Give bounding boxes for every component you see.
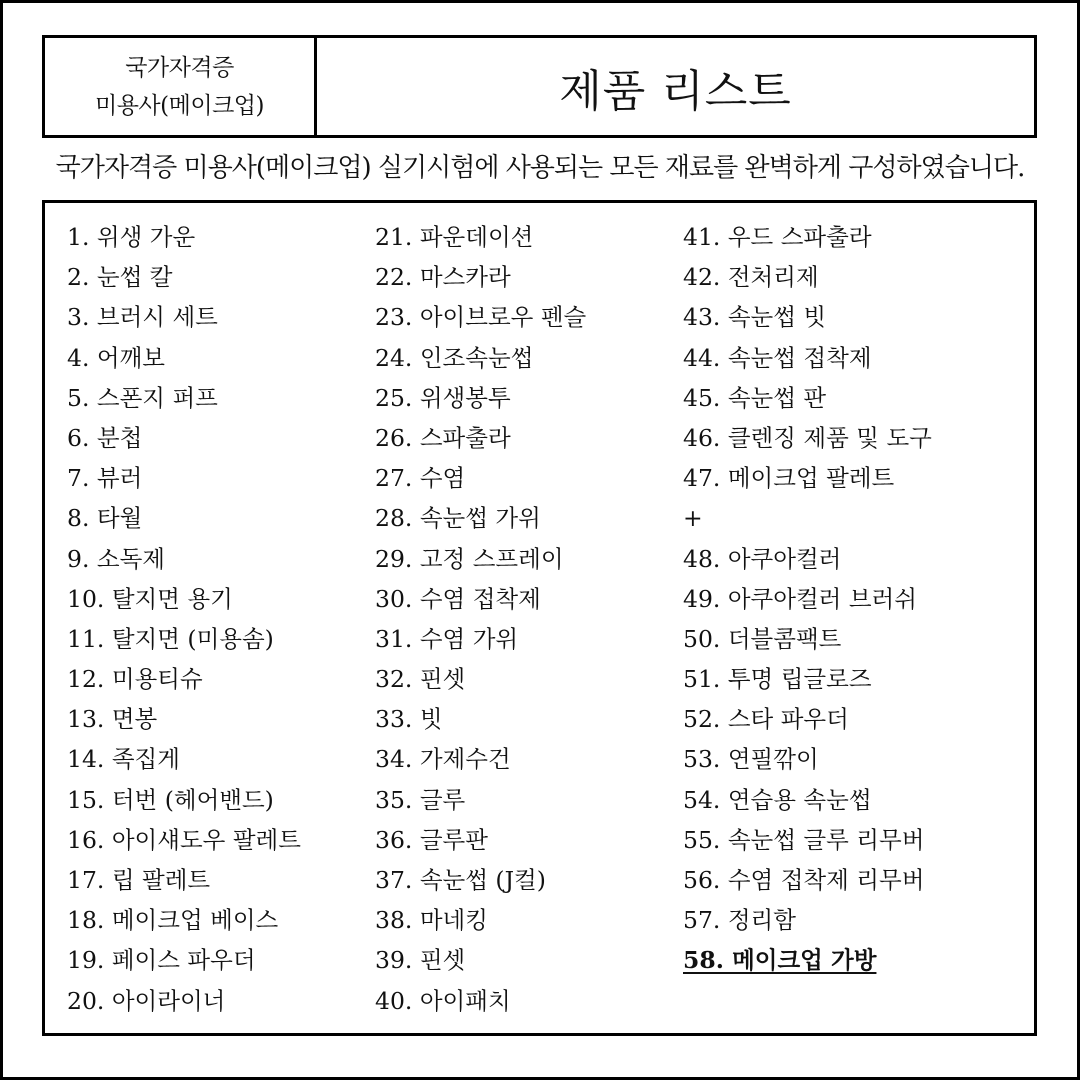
list-item: 20. 아이라이너 — [67, 986, 226, 1015]
product-list — [42, 200, 1037, 1036]
list-item: 31. 수염 가위 — [375, 624, 519, 653]
list-item: 4. 어깨보 — [67, 343, 165, 372]
list-item: 54. 연습용 속눈썹 — [683, 785, 872, 814]
list-item: 47. 메이크업 팔레트 — [683, 464, 895, 493]
list-item: 36. 글루판 — [375, 825, 488, 854]
header — [42, 35, 1037, 138]
list-item: 35. 글루 — [375, 785, 466, 814]
product-column-2 — [375, 217, 586, 1021]
list-item: 53. 연필깎이 — [683, 745, 819, 774]
list-item: 25. 위생봉투 — [375, 383, 511, 412]
list-item: 27. 수염 — [375, 464, 466, 493]
subtitle: 국가자격증 미용사(메이크업) 실기시험에 사용되는 모든 재료를 완벽하게 구성하였습니다. — [55, 153, 1025, 183]
list-item: 7. 뷰러 — [67, 464, 143, 493]
list-item: 30. 수염 접착제 — [375, 584, 541, 613]
list-item: 48. 아쿠아컬러 — [683, 544, 842, 573]
list-item: 49. 아쿠아컬러 브러쉬 — [683, 584, 917, 613]
page-title: 제품 리스트 — [559, 65, 792, 117]
list-item: 18. 메이크업 베이스 — [67, 906, 279, 935]
list-item: 13. 면봉 — [67, 705, 158, 734]
list-item: 6. 분첩 — [67, 423, 143, 452]
list-item: 39. 핀셋 — [375, 946, 466, 975]
list-item: 50. 더블콤팩트 — [683, 624, 842, 653]
list-item: 16. 아이섀도우 팔레트 — [67, 825, 301, 854]
list-item: 24. 인조속눈썹 — [375, 343, 534, 372]
list-item: + — [683, 504, 703, 533]
list-item: 43. 속눈썹 빗 — [683, 303, 827, 332]
list-item: 11. 탈지면 (미용솜) — [67, 624, 274, 653]
list-item: 17. 립 팔레트 — [67, 866, 211, 894]
product-column-3 — [683, 217, 932, 981]
product-column-1 — [67, 217, 301, 1021]
list-item: 58. 메이크업 가방 — [683, 946, 877, 975]
list-item: 34. 가제수건 — [375, 745, 511, 774]
list-item: 40. 아이패치 — [375, 986, 511, 1015]
list-item: 14. 족집게 — [67, 745, 180, 774]
list-item: 51. 투명 립글로즈 — [683, 665, 872, 694]
badge-line-2: 미용사(메이크업) — [95, 92, 264, 119]
list-item: 37. 속눈썹 (J컬) — [375, 866, 546, 894]
list-item: 29. 고정 스프레이 — [375, 544, 564, 573]
list-item: 45. 속눈썹 판 — [683, 383, 827, 412]
list-item: 2. 눈썹 칼 — [67, 263, 173, 292]
list-item: 44. 속눈썹 접착제 — [683, 343, 872, 372]
list-item: 32. 핀셋 — [375, 665, 466, 694]
list-item: 33. 빗 — [375, 705, 443, 734]
list-item: 10. 탈지면 용기 — [67, 584, 233, 613]
list-item: 55. 속눈썹 글루 리무버 — [683, 825, 925, 854]
list-item: 8. 타월 — [67, 504, 143, 533]
list-item: 22. 마스카라 — [375, 263, 511, 292]
list-item: 38. 마네킹 — [375, 906, 488, 935]
certification-badge — [45, 38, 317, 135]
badge-line-1: 국가자격증 — [125, 54, 234, 81]
list-item: 1. 위생 가운 — [67, 223, 196, 251]
list-item: 19. 페이스 파우더 — [67, 946, 256, 975]
list-item: 5. 스폰지 퍼프 — [67, 383, 218, 412]
list-item: 28. 속눈썹 가위 — [375, 504, 541, 533]
list-item: 23. 아이브로우 펜슬 — [375, 303, 587, 332]
list-item: 52. 스타 파우더 — [683, 705, 849, 734]
list-item: 46. 클렌징 제품 및 도구 — [683, 423, 932, 452]
list-item: 56. 수염 접착제 리무버 — [683, 866, 925, 894]
list-item: 42. 전처리제 — [683, 263, 819, 292]
list-item: 41. 우드 스파출라 — [683, 223, 872, 251]
list-item: 15. 터번 (헤어밴드) — [67, 785, 274, 814]
list-item: 12. 미용티슈 — [67, 665, 203, 694]
list-item: 21. 파운데이션 — [375, 223, 534, 251]
list-item: 57. 정리함 — [683, 906, 796, 935]
list-item: 3. 브러시 세트 — [67, 303, 218, 332]
list-item: 26. 스파출라 — [375, 423, 511, 452]
list-item: 9. 소독제 — [67, 544, 165, 573]
